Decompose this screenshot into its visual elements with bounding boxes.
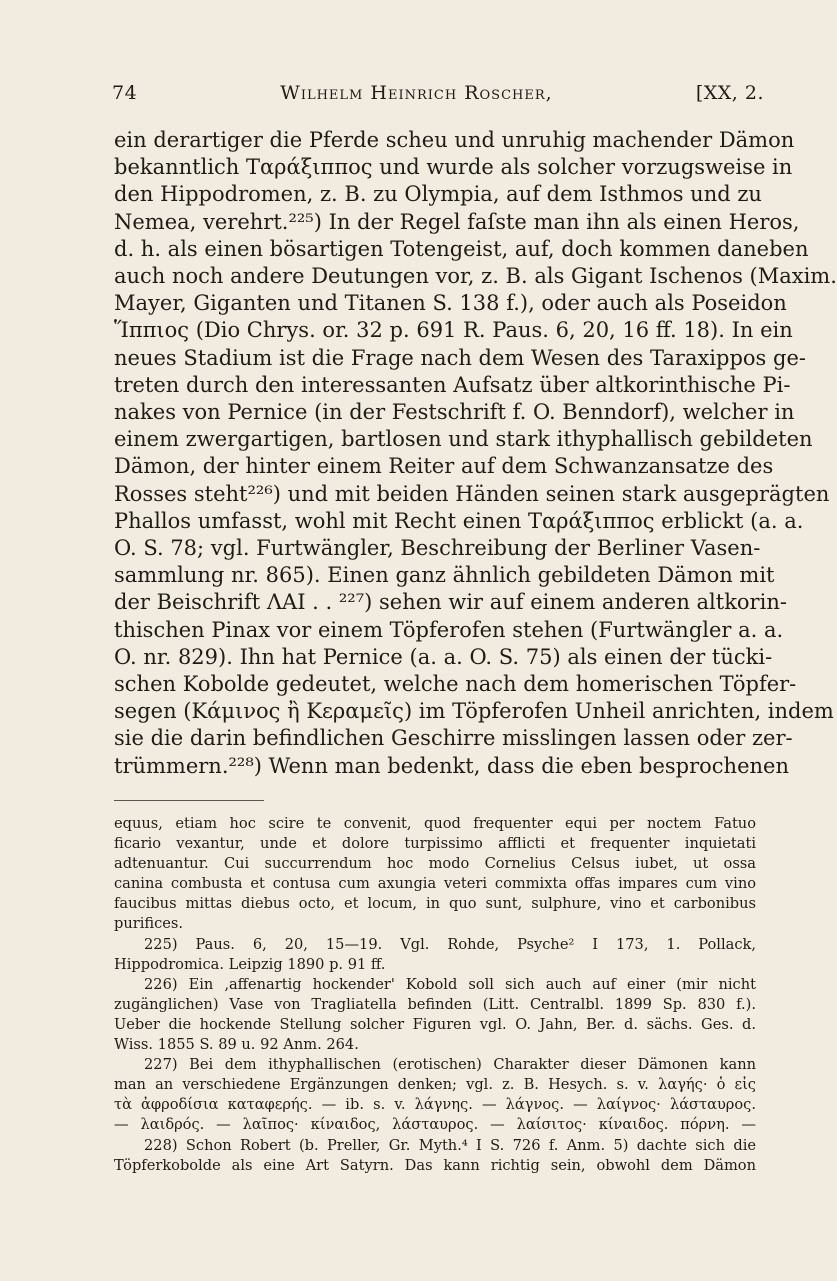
footnote-line: faucibus mittas diebus octo, et locum, in quo sunt, sulphure, vino et carbonibus (114, 895, 756, 913)
running-header (112, 82, 764, 106)
footnote-line: purifices. (114, 915, 184, 933)
text-line: Nemea, verehrt.²²⁵) In der Regel faſste man ihn als einen Heros, (114, 209, 800, 234)
text-line: O. nr. 829). Ihn hat Pernice (a. a. O. S. 75) als einen der tücki- (114, 644, 773, 669)
text-line: segen (Κάμινος ἢ Κεραμεῖς) im Töpferofen Unheil anrichten, indem (114, 699, 834, 724)
text-line: sie die darin befindlichen Geschirre misslingen lassen oder zer- (114, 726, 793, 751)
footnote-line: canina combusta et contusa cum axungia veteri commixta offas impares cum vino (114, 875, 756, 893)
text-line: Mayer, Giganten und Titanen S. 138 f.), oder auch als Poseidon (114, 291, 787, 316)
text-line: ein derartiger die Pferde scheu und unruhig machender Dämon (114, 128, 795, 152)
footnote-line: 227) Bei dem ithyphallischen (erotischen) Charakter dieser Dämonen kann (144, 1056, 756, 1074)
text-line: einem zwergartigen, bartlosen und stark ithyphallisch gebildeten (114, 427, 813, 452)
footnote-line: adtenuantur. Cui succurrendum hoc modo Cornelius Celsus iubet, ut ossa (114, 855, 756, 873)
footnote-divider (114, 800, 264, 801)
footnote-line: 228) Schon Robert (b. Preller, Gr. Myth.⁴ I S. 726 f. Anm. 5) dachte sich die (144, 1136, 756, 1154)
footnote-line: equus, etiam hoc scire te convenit, quod frequenter equi per noctem Fatuo (114, 815, 756, 832)
footnote-line: ficario vexantur, unde et dolore turpissimo afflicti et frequenter inquietati (114, 835, 756, 853)
text-line: bekanntlich Ταράξιππος und wurde als solcher vorzugsweise in (114, 155, 793, 180)
page-number: 74 (112, 82, 138, 104)
footnote-line: 226) Ein ‚affenartig hockender' Kobold soll sich auch auf einer (mir nicht (144, 975, 756, 993)
footnote-line: Ueber die hockende Stellung solcher Figuren vgl. O. Jahn, Ber. d. sächs. Ges. d. (114, 1015, 756, 1033)
text-line: den Hippodromen, z. B. zu Olympia, auf dem Isthmos und zu (114, 182, 762, 207)
text-line: trümmern.²²⁸) Wenn man bedenkt, dass die eben besprochenen (114, 753, 789, 778)
footnote-line: Töpferkobolde als eine Art Satyrn. Das kann richtig sein, obwohl dem Dämon (114, 1156, 756, 1174)
running-title: Wilhelm Heinrich Roscher, (280, 82, 553, 104)
text-line: Dämon, der hinter einem Reiter auf dem Schwanzansatze des (114, 454, 774, 479)
footnote-line: — λαιδρός. — λαῖπος· κίναιδος, λάσταυρος. — λαίσιτος· κίναιδος. πόρνη. — (114, 1116, 756, 1134)
footnote-line: τὰ ἀφροδίσια καταφερής. — ib. s. v. λάγνης. — λάγνος. — λαίγνος· λάσταυρος. (114, 1096, 756, 1114)
footnote-line: man an verschiedene Ergänzungen denken; vgl. z. B. Hesych. s. v. λαγής· ὁ εἰς (114, 1076, 756, 1094)
text-line: schen Kobolde gedeutet, welche nach dem homerischen Töpfer- (114, 672, 797, 697)
text-line: d. h. als einen bösartigen Totengeist, auf, doch kommen daneben (114, 236, 809, 261)
text-line: Ἵππιος (Dio Chrys. or. 32 p. 691 R. Paus. 6, 20, 16 ff. 18). In ein (114, 318, 793, 343)
text-line: Rosses steht²²⁶) und mit beiden Händen seinen stark ausgeprägten (114, 481, 830, 506)
text-line: neues Stadium ist die Frage nach dem Wesen des Taraxippos ge- (114, 345, 806, 370)
text-line: sammlung nr. 865). Einen ganz ähnlich gebildeten Dämon mit (114, 563, 775, 588)
text-line: der Beischrift ΛΑΙ . . ²²⁷) sehen wir auf einem anderen altkorin- (114, 590, 787, 615)
footnotes (114, 814, 756, 1176)
footnote-line: 225) Paus. 6, 20, 15—19. Vgl. Rohde, Psyche² I 173, 1. Pollack, (144, 935, 756, 953)
text-line: O. S. 78; vgl. Furtwängler, Beschreibung der Berliner Vasen- (114, 536, 761, 561)
section-marker: [XX, 2. (695, 82, 764, 104)
text-line: nakes von Pernice (in der Festschrift f. O. Benndorf), welcher in (114, 400, 795, 425)
footnote-line: Wiss. 1855 S. 89 u. 92 Anm. 264. (114, 1036, 359, 1054)
footnote-line: zugänglichen) Vase von Tragliatella befinden (Litt. Centralbl. 1899 Sp. 830 f.). (114, 995, 756, 1013)
main-text (114, 127, 837, 780)
text-line: treten durch den interessanten Aufsatz über altkorinthische Pi- (114, 372, 791, 397)
text-line: Phallos umfasst, wohl mit Recht einen Ταράξιππος erblickt (a. a. (114, 508, 804, 533)
text-line: thischen Pinax vor einem Töpferofen stehen (Furtwängler a. a. (114, 617, 784, 642)
footnote-line: Hippodromica. Leipzig 1890 p. 91 ff. (114, 955, 386, 973)
text-line: auch noch andere Deutungen vor, z. B. als Gigant Ischenos (Maxim. (114, 264, 837, 289)
